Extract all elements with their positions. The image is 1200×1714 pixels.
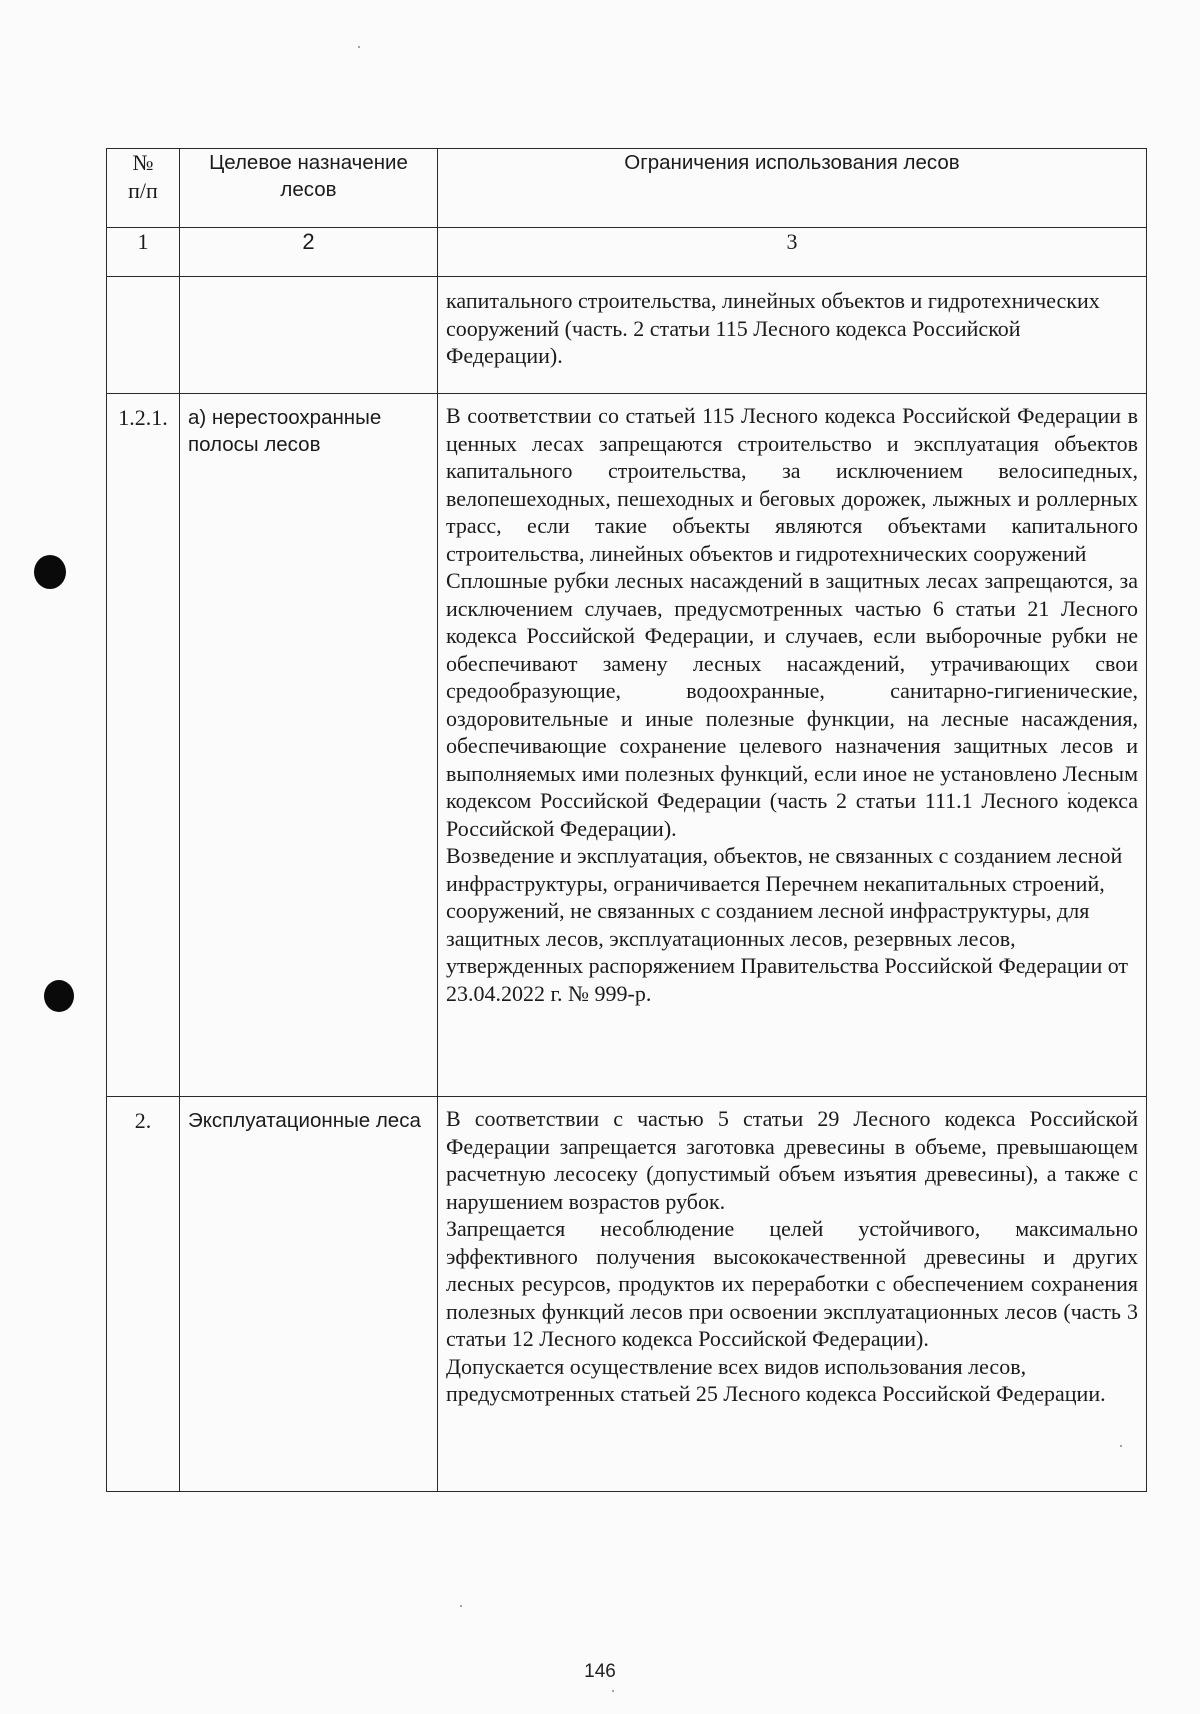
column-number: 2 (180, 228, 438, 277)
column-number-row (107, 228, 1147, 277)
row-restrictions (438, 277, 1147, 394)
table-header-row (107, 149, 1147, 228)
restriction-paragraph: капитального строительства, линейных объектов и гидротехнических сооружений (часть. 2 статьи 115 Лесного кодекса Российской Федерации). (446, 288, 1100, 368)
row-purpose: Эксплуатационные леса (180, 1097, 438, 1492)
column-number: 1 (107, 228, 180, 277)
page-number: 146 (584, 1661, 616, 1682)
header-number: № п/п (107, 149, 180, 228)
punch-hole-top (34, 555, 66, 589)
restriction-paragraph: Допускается осуществление всех видов использования лесов, предусмотренных статьей 25 Лесного кодекса Российской Федерации. (446, 1353, 1106, 1406)
table-row (107, 1097, 1147, 1492)
restriction-paragraph: Сплошные рубки лесных насаждений в защитных лесах запрещаются, за исключением случаев, предусмотренных частью 6 статьи 21 Лесного кодекса Российской Федерации, и случаев, если выборочные рубки не обеспечивают замену лесных насаждений, утрачивающих свои средообразующие, водоохранные, санитарно-гигиенические, оздоровительные и иные полезные функции, на лесные насаждения, обеспечивающие сохранение целевого назначения защитных лесов и выполняемых ими полезных функций, если иное не установлено Лесным кодексом Российской Федерации (часть 2 статьи 111.1 Лесного кодекса Российской Федерации). (446, 568, 1138, 841)
row-number (107, 277, 180, 394)
row-purpose: а) нерестоохранные полосы лесов (180, 394, 438, 1097)
row-purpose (180, 277, 438, 394)
restriction-paragraph: В соответствии со статьей 115 Лесного кодекса Российской Федерации в ценных лесах запрещаются строительство и эксплуатация объектов капитального строительства, за исключением велосипедных, велопешеходных, пешеходных и беговых дорожек, лыжных и роллерных трасс, если такие объекты являются объектами капитального строительства, линейных объектов и гидротехнических сооружений (446, 403, 1138, 566)
column-number: 3 (438, 228, 1147, 277)
header-purpose: Целевое назначение лесов (180, 149, 438, 228)
row-number: 2. (107, 1097, 180, 1492)
forest-restrictions-table (106, 148, 1147, 1492)
table-row (107, 394, 1147, 1097)
row-number: 1.2.1. (107, 394, 180, 1097)
restriction-paragraph: Запрещается несоблюдение целей устойчивого, максимально эффективного получения высококачественной древесины и других лесных ресурсов, продуктов их переработки с обеспечением сохранения полезных функций лесов при освоении эксплуатационных лесов (часть 3 статьи 12 Лесного кодекса Российской Федерации). (446, 1216, 1138, 1351)
scan-speck (358, 46, 360, 48)
scan-speck (612, 1690, 614, 1692)
restriction-paragraph: В соответствии с частью 5 статьи 29 Лесного кодекса Российской Федерации запрещается заготовка древесины в объеме, превышающем расчетную лесосеку (допустимый объем изъятия древесины), а также с нарушением возрастов рубок. (446, 1106, 1138, 1214)
row-restrictions (438, 1097, 1147, 1492)
restriction-paragraph: Возведение и эксплуатация, объектов, не связанных с созданием лесной инфраструктуры, ограничивается Перечнем некапитальных строений, сооружений, не связанных с созданием лесной инфраструктуры, для защитных лесов, эксплуатационных лесов, резервных лесов, утвержденных распоряжением Правительства Российской Федерации от 23.04.2022 г. № 999-р. (446, 843, 1129, 1006)
punch-hole-bottom (44, 980, 74, 1012)
table-row (107, 277, 1147, 394)
row-restrictions (438, 394, 1147, 1097)
header-restrictions: Ограничения использования лесов (438, 149, 1147, 228)
scan-speck (460, 1605, 462, 1607)
